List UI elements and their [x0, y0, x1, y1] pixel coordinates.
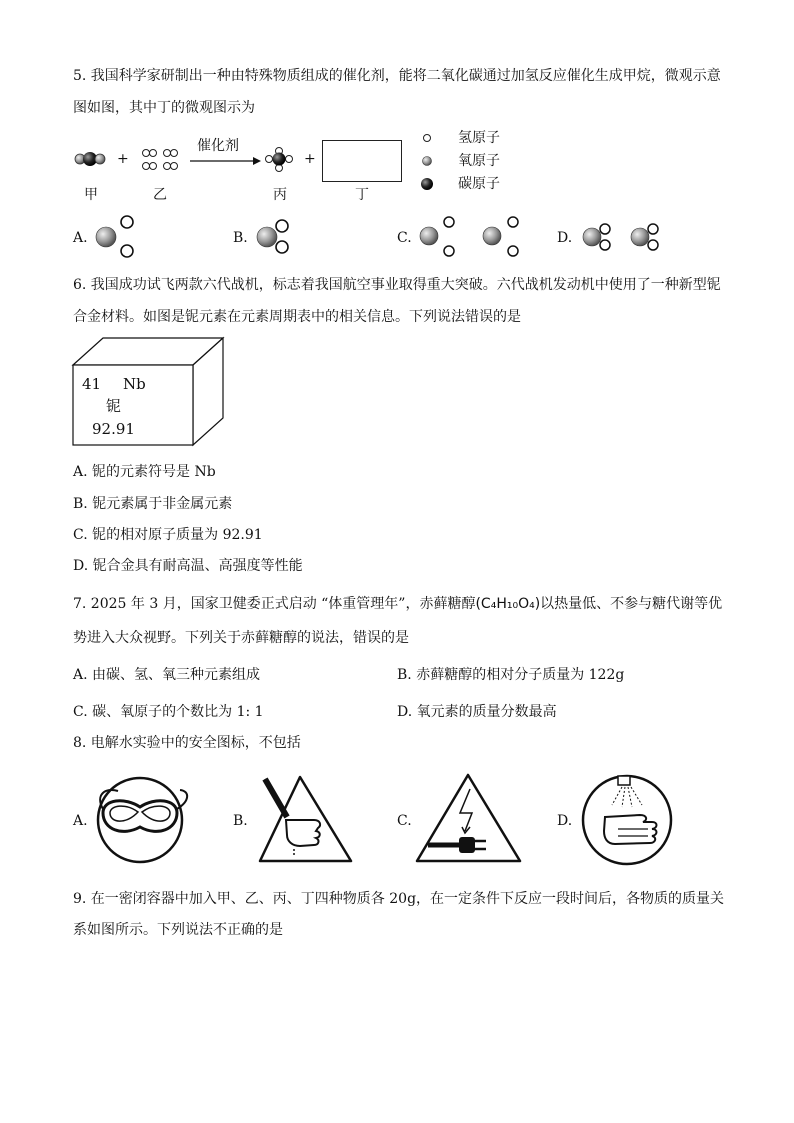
- q5-option-b[interactable]: B.: [233, 230, 248, 246]
- q8-option-b[interactable]: B.: [233, 813, 248, 829]
- atomic-mass: 92.91: [92, 420, 135, 438]
- q8-option-d[interactable]: D.: [557, 813, 573, 829]
- q8-option-c[interactable]: C.: [397, 813, 412, 829]
- label-jia: 甲: [84, 187, 98, 203]
- q9-stem-line2: 系如图所示。下列说法不正确的是: [73, 922, 283, 938]
- molecules-yi: [143, 150, 178, 170]
- legend-carbon-atom: [421, 178, 433, 190]
- q5-option-c[interactable]: C.: [397, 230, 412, 246]
- plus-sign-2: +: [304, 151, 316, 167]
- q6-option-a[interactable]: A. 铌的元素符号是 Nb: [73, 464, 216, 480]
- legend-hydrogen-atom: [424, 135, 431, 142]
- q5-stem-line2: 图如图，其中丁的微观图示为: [73, 100, 255, 116]
- q7-stem-post: 以热量低、不参与糖代谢等优: [540, 596, 723, 612]
- legend-oxygen: 氧原子: [458, 153, 500, 169]
- q6-option-b[interactable]: B. 铌元素属于非金属元素: [73, 496, 233, 512]
- sharp-object-warning-icon: [260, 777, 351, 861]
- q7-formula: (C₄H₁₀O₄): [475, 596, 541, 612]
- q6-option-d[interactable]: D. 铌合金具有耐高温、高强度等性能: [73, 558, 303, 574]
- q7-stem-line1: [73, 594, 722, 614]
- q5-option-d[interactable]: D.: [557, 230, 573, 246]
- hand-washing-icon: [583, 776, 671, 864]
- q7-option-d[interactable]: D. 氧元素的质量分数最高: [397, 704, 557, 720]
- q7-option-b[interactable]: B. 赤藓糖醇的相对分子质量为 122g: [397, 667, 625, 683]
- unknown-ding-box: [322, 140, 402, 182]
- option-a-molecule: [96, 216, 133, 257]
- q7-option-c[interactable]: C. 碳、氧原子的个数比为 1: 1: [73, 704, 264, 720]
- q9-stem-line1: 9. 在一密闭容器中加入甲、乙、丙、丁四种物质各 20g，在一定条件下反应一段时间后，各物质的质量关: [73, 891, 725, 907]
- q7-stem-line2: 势进入大众视野。下列关于赤藓糖醇的说法，错误的是: [73, 630, 409, 646]
- molecule-bing: [266, 148, 293, 172]
- atomic-number: 41: [82, 375, 102, 393]
- q8-option-a[interactable]: A.: [73, 813, 88, 829]
- legend-oxygen-atom: [423, 157, 432, 166]
- legend-carbon: 碳原子: [458, 176, 500, 192]
- option-c-molecules: [420, 217, 518, 256]
- label-yi: 乙: [153, 187, 167, 203]
- option-d-molecules: [583, 224, 658, 250]
- element-name: 铌: [106, 397, 122, 415]
- molecule-jia: [75, 152, 105, 166]
- q8-safety-icons: [0, 765, 794, 885]
- option-b-molecule: [257, 220, 288, 253]
- legend-hydrogen: 氢原子: [458, 130, 500, 146]
- q6-option-c[interactable]: C. 铌的相对原子质量为 92.91: [73, 527, 263, 543]
- q7-option-a[interactable]: A. 由碳、氢、氧三种元素组成: [73, 667, 261, 683]
- q5-option-a[interactable]: A.: [73, 230, 88, 246]
- catalyst-label: 催化剂: [197, 138, 239, 154]
- label-ding: 丁: [355, 187, 369, 203]
- electrical-hazard-icon: [417, 775, 520, 861]
- q6-stem-line1: 6. 我国成功试飞两款六代战机，标志着我国航空事业取得重大突破。六代战机发动机中使用了一种新型铌: [73, 277, 721, 293]
- q5-stem-line1: 5. 我国科学家研制出一种由特殊物质组成的催化剂，能将二氧化碳通过加氢反应催化生成甲烷，微观示意: [73, 68, 721, 84]
- q7-stem-pre: 7. 2025 年 3 月，国家卫健委正式启动 “体重管理年”，赤藓糖醇: [73, 596, 476, 612]
- q8-stem-line1: 8. 电解水实验中的安全图标，不包括: [73, 735, 301, 751]
- element-symbol: Nb: [123, 375, 146, 393]
- goggles-icon: [98, 778, 187, 862]
- plus-sign-1: +: [117, 151, 129, 167]
- label-bing: 丙: [273, 187, 287, 203]
- q6-stem-line2: 合金材料。如图是铌元素在元素周期表中的相关信息。下列说法错误的是: [73, 309, 521, 325]
